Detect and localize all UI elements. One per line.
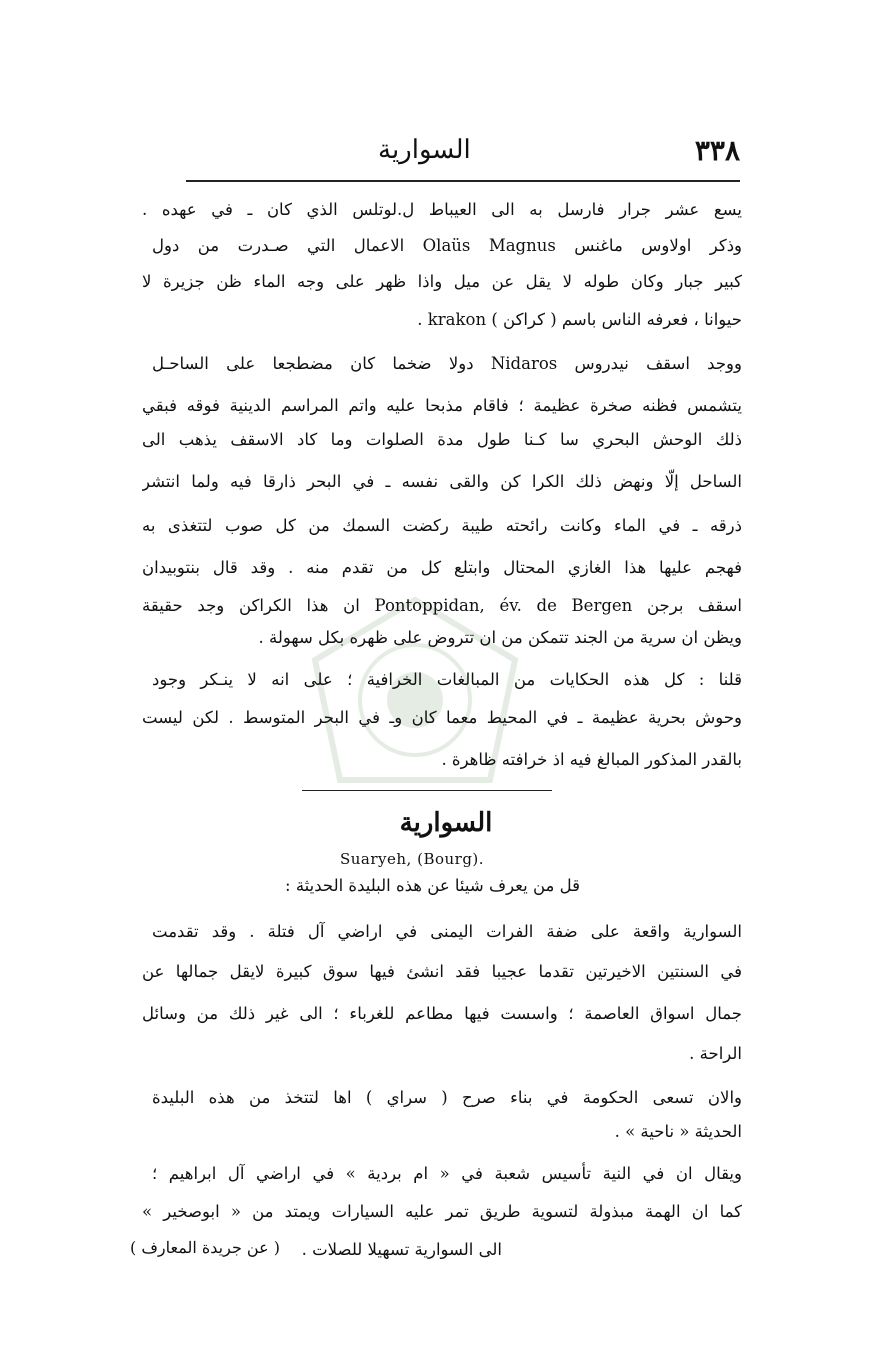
running-title: السوارية bbox=[378, 135, 471, 165]
text-line: الى السوارية تسهيلا للصلات . bbox=[301, 1240, 502, 1259]
text-line: بالقدر المذكور المبالغ فيه اذ خرافته ظاهرة . bbox=[441, 750, 742, 769]
text-line: الراحة . bbox=[689, 1044, 742, 1063]
text-line: ذرقه ـ في الماء وكانت رائحته طيبة ركضت السمك من كل صوب لتتغذى به bbox=[142, 516, 742, 535]
text-line: اسقف برجن Pontoppidan, év. de Bergen ان هذا الكراكن وجد حقيقة bbox=[142, 596, 742, 615]
text-line: يتشمس فظنه صخرة عظيمة ؛ فاقام مذبحا عليه واتم المراسم الدينية فوقه فبقي bbox=[142, 396, 742, 415]
text-line: قلنا : كل هذه الحكايات من المبالغات الخرافية ؛ على انه لا ينـكر وجود bbox=[152, 670, 742, 689]
page-number: ٣٣٨ bbox=[694, 133, 740, 167]
section-title: السوارية bbox=[399, 808, 493, 838]
source-credit: ( عن جريدة المعارف ) bbox=[130, 1238, 280, 1257]
latin-section-title: Suaryeh, (Bourg). bbox=[340, 850, 485, 868]
text-line: جمال اسواق العاصمة ؛ واسست فيها مطاعم للغرباء ؛ الى غير ذلك من وسائل bbox=[142, 1004, 742, 1023]
text-line: في السنتين الاخيرتين تقدما عجيبا فقد انشئ فيها سوق كبيرة لايقل جمالها عن bbox=[142, 962, 742, 981]
header-rule bbox=[186, 180, 740, 182]
text-line: الساحل إلّا ونهض ذلك الكرا كن والقى نفسه ـ في البحر ذارقا فيه ولما انتشر bbox=[142, 472, 742, 491]
text-line: ذلك الوحش البحري سا كـنا طول مدة الصلوات وما كاد الاسقف يذهب الى bbox=[142, 430, 742, 449]
page-header bbox=[180, 128, 740, 172]
text-line: ويظن ان سرية من الجند تتمكن من ان تتروض على ظهره بكل سهولة . bbox=[258, 628, 742, 647]
text-line: كما ان الهمة مبذولة لتسوية طريق تمر عليه السيارات ويمتد من « ابوصخير » bbox=[142, 1202, 742, 1221]
text-line: كبير جبار وكان طوله لا يقل عن ميل واذا ظهر على وجه الماء ظن جزيرة لا bbox=[142, 272, 742, 291]
text-line: وذكر اولاوس ماغنس Olaüs Magnus الاعمال التي صـدرت من دول bbox=[152, 236, 742, 255]
text-line: ووجد اسقف نيدروس Nidaros دولا ضخما كان مضطجعا على الساحـل bbox=[152, 354, 742, 373]
section-divider bbox=[302, 790, 552, 791]
text-line: فهجم عليها هذا الغازي المحتال وابتلع كل من تقدم منه . وقد قال بنتوبيدان bbox=[142, 558, 742, 577]
text-line: والان تسعى الحكومة في بناء صرح ( سراي ) اها لتتخذ من هذه البليدة bbox=[152, 1088, 742, 1107]
text-line: السوارية واقعة على ضفة الفرات اليمنى في اراضي آل فتلة . وقد تقدمت bbox=[152, 922, 742, 941]
text-line: يسع عشر جرار فارسل به الى العيباط ل.لوتلس الذي كان ـ في عهده . bbox=[142, 200, 742, 219]
text-line: الحديثة « ناحية » . bbox=[614, 1122, 742, 1141]
text-line: ويقال ان في النية تأسيس شعبة في « ام بردية » في اراضي آل ابراهيم ؛ bbox=[152, 1164, 742, 1183]
section-intro: قل من يعرف شيئا عن هذه البليدة الحديثة : bbox=[285, 876, 580, 895]
text-line: حيوانا ، فعرفه الناس باسم ( كراكن ) krakon . bbox=[417, 310, 742, 329]
text-line: وحوش بحرية عظيمة ـ في المحيط معما كان وـ في البحر المتوسط . لكن ليست bbox=[142, 708, 742, 727]
